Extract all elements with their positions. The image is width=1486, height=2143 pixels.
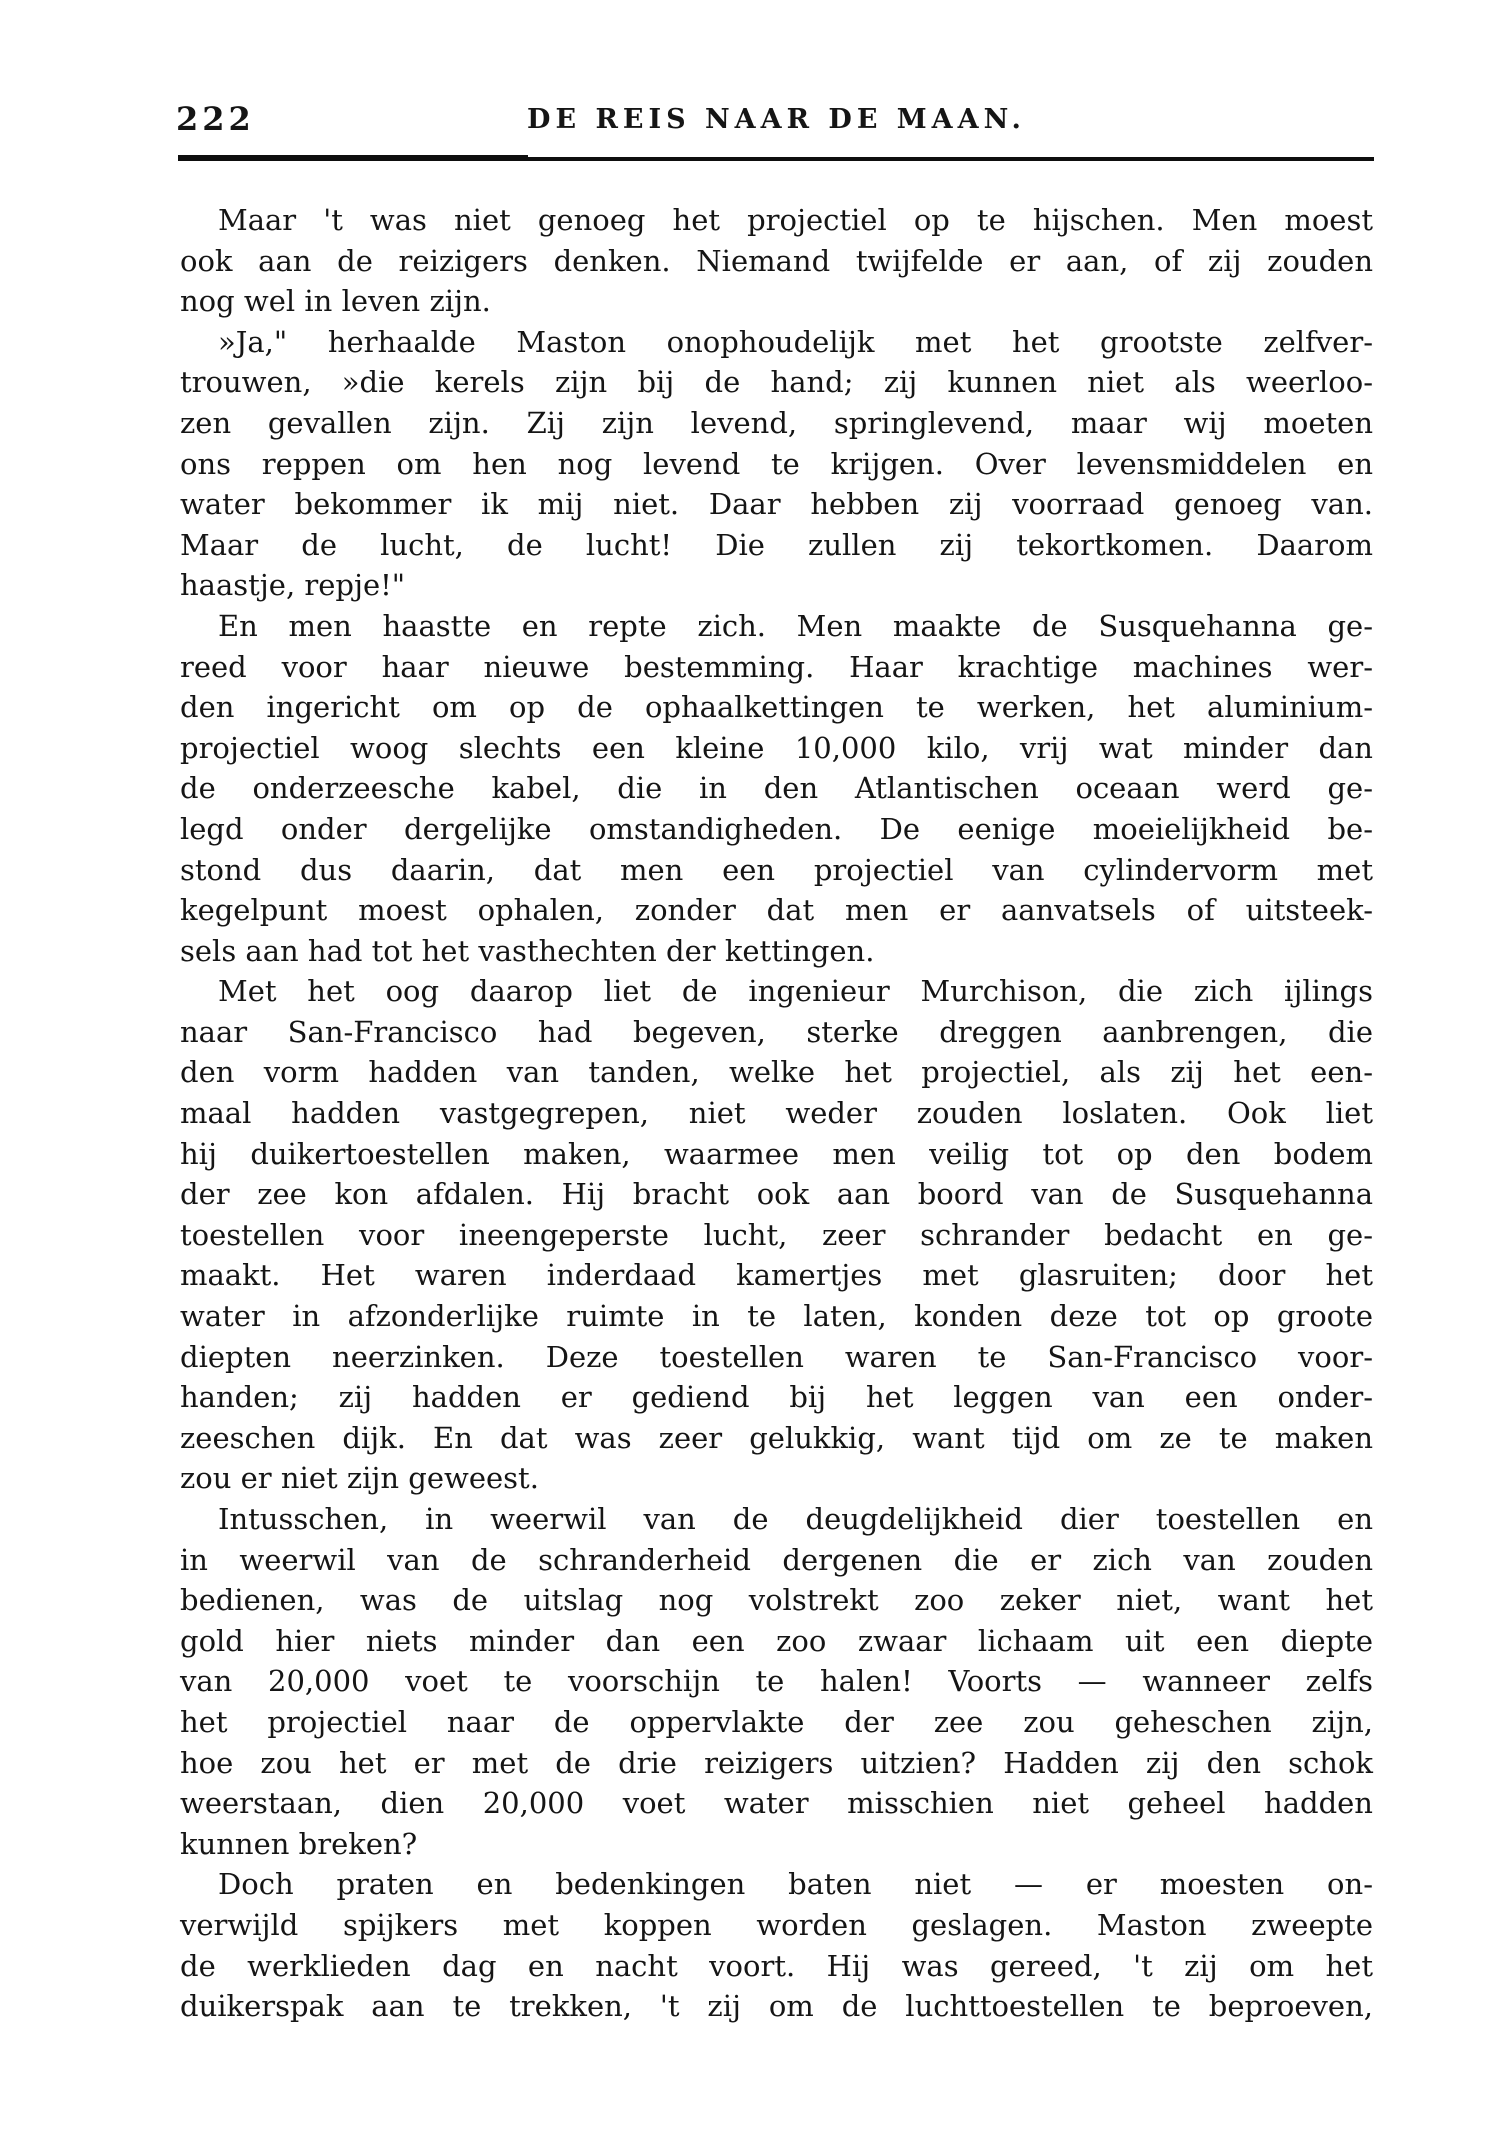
text-line: stond dus daarin, dat men een projectiel van cylindervorm met — [180, 852, 1373, 887]
text-line: trouwen, »die kerels zijn bij de hand; zij kunnen niet als weerloo- — [180, 365, 1373, 400]
text-line: kegelpunt moest ophalen, zonder dat men er aanvatsels of uitsteek- — [180, 893, 1373, 928]
text-line: in weerwil van de schranderheid dergenen die er zich van zouden — [180, 1542, 1373, 1577]
text-line: kunnen breken? — [180, 1826, 418, 1861]
text-line: sels aan had tot het vasthechten der kettingen. — [180, 933, 875, 968]
text-line: reed voor haar nieuwe bestemming. Haar krachtige machines wer- — [180, 649, 1373, 684]
text-line: »Ja," herhaalde Maston onophoudelijk met het grootste zelfver- — [218, 324, 1373, 359]
text-line: den ingericht om op de ophaalkettingen te werken, het aluminium- — [180, 690, 1373, 725]
text-line: duikerspak aan te trekken, 't zij om de luchttoestellen te beproeven, — [180, 1989, 1373, 2024]
text-line: En men haastte en repte zich. Men maakte de Susquehanna ge- — [218, 608, 1373, 643]
text-line: naar San-Francisco had begeven, sterke dreggen aanbrengen, die — [180, 1014, 1373, 1049]
running-title: DE REIS NAAR DE MAAN. — [527, 104, 1026, 135]
text-line: water bekommer ik mij niet. Daar hebben zij voorraad genoeg van. — [180, 487, 1373, 522]
text-line: zeeschen dijk. En dat was zeer gelukkig, want tijd om ze te maken — [180, 1420, 1373, 1455]
text-line: diepten neerzinken. Deze toestellen waren te San-Francisco voor- — [180, 1339, 1373, 1374]
body-text — [180, 200, 1373, 2027]
text-line: Maar 't was niet genoeg het projectiel op te hijschen. Men moest — [218, 203, 1373, 237]
text-line: verwijld spijkers met koppen worden geslagen. Maston zweepte — [180, 1907, 1373, 1942]
header-rule — [178, 157, 1374, 161]
text-line: projectiel woog slechts een kleine 10,000 kilo, vrij wat minder dan — [180, 730, 1373, 765]
text-line: haastje, repje!" — [180, 568, 406, 603]
text-line: handen; zij hadden er gediend bij het leggen van een onder- — [180, 1380, 1373, 1415]
text-line: zen gevallen zijn. Zij zijn levend, springlevend, maar wij moeten — [180, 405, 1373, 440]
text-line: Intusschen, in weerwil van de deugdelijkheid dier toestellen en — [218, 1502, 1373, 1536]
text-line: hoe zou het er met de drie reizigers uitzien? Hadden zij den schok — [180, 1745, 1373, 1780]
text-line: der zee kon afdalen. Hij bracht ook aan boord van de Susquehanna — [180, 1177, 1373, 1212]
text-line: gold hier niets minder dan een zoo zwaar lichaam uit een diepte — [180, 1623, 1373, 1658]
text-line: maal hadden vastgegrepen, niet weder zouden loslaten. Ook liet — [180, 1096, 1373, 1131]
text-line: ons reppen om hen nog levend te krijgen. Over levensmiddelen en — [180, 446, 1373, 481]
text-line: Maar de lucht, de lucht! Die zullen zij tekortkomen. Daarom — [180, 527, 1373, 562]
text-line: toestellen voor ineengeperste lucht, zeer schrander bedacht en ge- — [180, 1217, 1373, 1252]
text-line: water in afzonderlijke ruimte in te laten, konden deze tot op groote — [180, 1299, 1373, 1334]
text-line: van 20,000 voet te voorschijn te halen! Voorts — wanneer zelfs — [180, 1664, 1373, 1699]
text-line: de onderzeesche kabel, die in den Atlantischen oceaan werd ge- — [180, 771, 1373, 806]
text-line: Met het oog daarop liet de ingenieur Murchison, die zich ijlings — [218, 974, 1373, 1009]
text-line: nog wel in leven zijn. — [180, 284, 491, 319]
text-line: den vorm hadden van tanden, welke het projectiel, als zij het een- — [180, 1055, 1373, 1090]
page-number: 222 — [176, 100, 255, 138]
text-line: maakt. Het waren inderdaad kamertjes met glasruiten; door het — [180, 1258, 1373, 1293]
text-line: legd onder dergelijke omstandigheden. De eenige moeielijkheid be- — [180, 811, 1373, 846]
text-line: het projectiel naar de oppervlakte der zee zou geheschen zijn, — [180, 1704, 1373, 1739]
text-line: weerstaan, dien 20,000 voet water misschien niet geheel hadden — [180, 1786, 1373, 1821]
text-line: bedienen, was de uitslag nog volstrekt zoo zeker niet, want het — [180, 1583, 1373, 1618]
text-line: de werklieden dag en nacht voort. Hij was gereed, 't zij om het — [180, 1948, 1373, 1983]
text-line: zou er niet zijn geweest. — [180, 1461, 539, 1496]
text-line: ook aan de reizigers denken. Niemand twijfelde er aan, of zij zouden — [180, 243, 1373, 278]
text-line: hij duikertoestellen maken, waarmee men veilig tot op den bodem — [180, 1136, 1373, 1171]
text-line: Doch praten en bedenkingen baten niet — er moesten on- — [218, 1867, 1373, 1902]
